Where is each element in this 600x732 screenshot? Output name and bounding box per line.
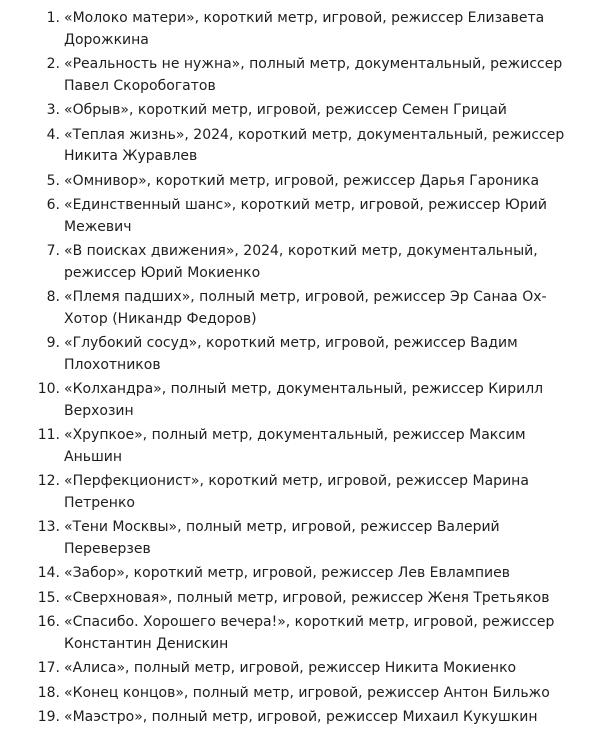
list-item-text: «Молоко матери», короткий метр, игровой, режиссер Елизавета Дорожкина xyxy=(64,10,545,48)
list-item-number: 5. xyxy=(46,172,60,189)
list-item-text: «Тени Москвы», полный метр, игровой, режиссер Валерий Переверзев xyxy=(64,519,500,557)
list-item-text: «Реальность не нужна», полный метр, документальный, режиссер Павел Скоробогатов xyxy=(64,56,563,94)
list-item xyxy=(0,658,600,680)
list-item-text: «Племя падших», полный метр, игровой, режиссер Эр Санаа Ох-Хотор (Никандр Федоров) xyxy=(64,289,547,327)
list-item-text: «Единственный шанс», короткий метр, игровой, режиссер Юрий Межевич xyxy=(64,197,547,235)
list-item xyxy=(0,471,600,514)
list-item-number: 8. xyxy=(46,289,60,305)
list-item-text: «Обрыв», короткий метр, игровой, режиссер Семен Грицай xyxy=(64,102,507,118)
list-item xyxy=(0,517,600,560)
list-item-number: 3. xyxy=(46,102,60,118)
list-item xyxy=(0,612,600,655)
list-item-number: 12. xyxy=(37,473,60,489)
list-item-number: 4. xyxy=(46,126,60,143)
list-item-text: «Забор», короткий метр, игровой, режиссер Лев Евлампиев xyxy=(64,565,510,581)
list-item-number: 6. xyxy=(46,197,60,213)
list-item-text: «Колхандра», полный метр, документальный, режиссер Кирилл Верхозин xyxy=(64,381,544,419)
list-item xyxy=(0,287,600,330)
list-item xyxy=(0,195,600,238)
list-item xyxy=(0,707,600,729)
list-item-number: 9. xyxy=(46,335,60,351)
list-item-text: «Сверхновая», полный метр, игровой, режиссер Женя Третьяков xyxy=(64,589,550,606)
list-item-number: 7. xyxy=(46,243,60,259)
list-item-text: «Конец концов», полный метр, игровой, режиссер Антон Бильжо xyxy=(64,684,550,701)
list-item xyxy=(0,171,600,193)
list-item-number: 14. xyxy=(37,565,60,581)
list-item-number: 1. xyxy=(46,10,60,26)
list-item-number: 17. xyxy=(37,660,60,676)
list-item xyxy=(0,125,600,168)
list-item-number: 2. xyxy=(46,56,60,72)
list-item xyxy=(0,379,600,422)
list-item xyxy=(0,100,600,122)
list-item-text: «Теплая жизнь», 2024, короткий метр, документальный, режиссер Никита Журавлев xyxy=(64,126,565,164)
list-item-number: 10. xyxy=(37,381,60,397)
list-item-number: 15. xyxy=(37,589,60,606)
list-item-number: 18. xyxy=(37,684,60,701)
list-item-text: «В поисках движения», 2024, короткий метр, документальный, режиссер Юрий Мокиенко xyxy=(64,243,538,281)
list-item-number: 13. xyxy=(37,519,60,535)
list-item-text: «Глубокий сосуд», короткий метр, игровой, режиссер Вадим Плохотников xyxy=(64,335,518,373)
list-item xyxy=(0,683,600,705)
list-item xyxy=(0,241,600,284)
list-item-text: «Перфекционист», короткий метр, игровой, режиссер Марина Петренко xyxy=(64,473,529,511)
list-item xyxy=(0,425,600,468)
list-item xyxy=(0,8,600,51)
film-list xyxy=(0,8,600,732)
list-item-number: 11. xyxy=(37,427,60,443)
list-item-number: 16. xyxy=(37,614,60,630)
list-item-text: «Спасибо. Хорошего вечера!», короткий метр, игровой, режиссер Константин Денискин xyxy=(64,614,555,652)
list-item-text: «Хрупкое», полный метр, документальный, режиссер Максим Аньшин xyxy=(64,427,526,465)
list-item-text: «Омнивор», короткий метр, игровой, режиссер Дарья Гароника xyxy=(64,172,540,189)
list-item xyxy=(0,333,600,376)
list-item-text: «Маэстро», полный метр, игровой, режиссер Михаил Кукушкин xyxy=(64,709,538,725)
list-item xyxy=(0,588,600,610)
list-item-text: «Алиса», полный метр, игровой, режиссер Никита Мокиенко xyxy=(64,660,517,676)
list-item xyxy=(0,563,600,585)
list-item-number: 19. xyxy=(37,709,60,725)
list-item xyxy=(0,54,600,97)
